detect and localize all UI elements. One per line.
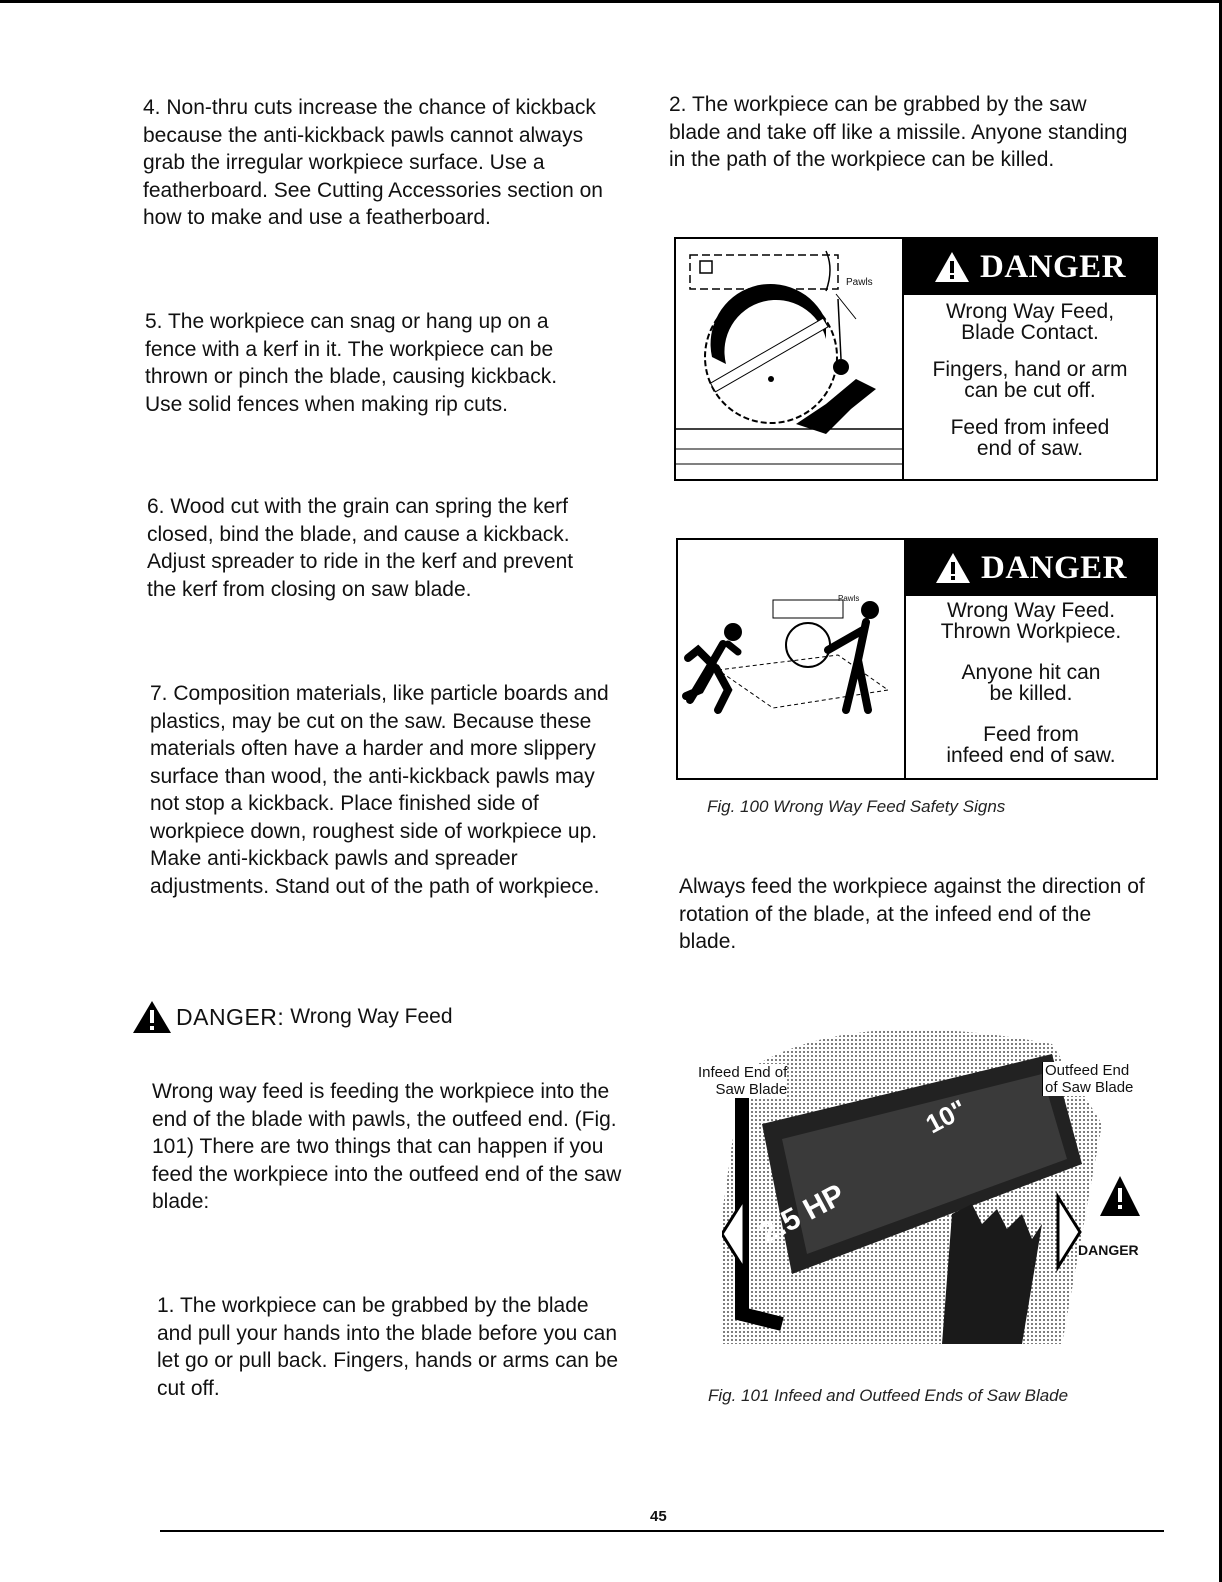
sign1-illustration — [676, 239, 902, 479]
sign2-text: Anyone hit can — [961, 661, 1101, 684]
sign2-illustration — [678, 540, 904, 778]
hp-label: 2.5 HP — [753, 1177, 851, 1251]
top-border — [0, 0, 1222, 3]
sign1-line — [904, 359, 1156, 401]
danger-sign-thrown-workpiece — [676, 538, 1158, 780]
danger-label: DANGER: — [176, 1003, 285, 1030]
warning-triangle-icon — [934, 251, 970, 283]
outfeed-end-label — [1042, 1062, 1133, 1096]
warning-triangle-icon — [132, 1000, 172, 1034]
sign2-pawls-label: Pawls — [838, 594, 860, 603]
sign1-title-bar — [904, 239, 1156, 295]
always-feed-paragraph: Always feed the workpiece against the direction of rotation of the blade, at the infeed end of the blade. — [679, 875, 1145, 953]
sign2-line — [906, 600, 1156, 642]
sign1-line — [904, 417, 1156, 459]
infeed-end-label — [698, 1064, 787, 1098]
footer-rule — [160, 1530, 1164, 1532]
paragraph-5: 5. The workpiece can snag or hang up on a fence with a kerf in it. The workpiece can be thrown or pinch the blade, causing kickback. Use solid fences when making rip cuts. — [145, 310, 558, 416]
sign1-text: Wrong Way Feed, — [945, 300, 1115, 323]
paragraph-7: 7. Composition materials, like particle boards and plastics, may be cut on the saw. Because these materials often have a harder and more slippery surface than wood, the anti-kickback pawls may not stop a kickback. Place finished side of workpiece down, roughest side of workpiece up. Make anti-kickback pawls and spreader adjustments. Stand out of the path of workpiece. — [150, 682, 609, 898]
sign1-line — [904, 301, 1156, 343]
danger-sign-blade-contact — [674, 237, 1158, 481]
item-2: 2. The workpiece can be grabbed by the saw blade and take off like a missile. Anyone standing in the path of the workpiece can be killed. — [669, 93, 1128, 171]
fig-101-caption: Fig. 101 Infeed and Outfeed Ends of Saw Blade — [708, 1386, 1069, 1405]
sign1-title: DANGER — [979, 248, 1126, 285]
danger-subject: Wrong Way Feed — [290, 1005, 453, 1028]
sign1-text-panel — [902, 239, 1156, 479]
warning-triangle-icon — [935, 552, 971, 584]
fig-101-photo — [698, 1014, 1142, 1344]
outfeed-label-line: of Saw Blade — [1045, 1079, 1134, 1096]
sign1-text: can be cut off. — [964, 379, 1096, 402]
sign2-text: Feed from — [983, 723, 1079, 746]
sign1-pawls-label: Pawls — [846, 277, 873, 288]
sign1-text: Fingers, hand or arm — [932, 358, 1128, 381]
paragraph-4: 4. Non-thru cuts increase the chance of kickback because the anti-kickback pawls cannot always grab the irregular workpiece surface. Use a featherboard. See Cutting Accessories section on how to make and use a featherboard. — [143, 96, 603, 229]
sign2-line — [906, 662, 1156, 704]
sign2-text: Thrown Workpiece. — [940, 620, 1122, 643]
infeed-label-line: Infeed End of — [698, 1064, 788, 1081]
sign2-line — [906, 724, 1156, 766]
danger-heading — [132, 1000, 453, 1034]
sign1-text: end of saw. — [976, 437, 1084, 460]
infeed-label-line: Saw Blade — [715, 1081, 788, 1098]
sign1-text: Blade Contact. — [961, 321, 1099, 344]
page-number: 45 — [650, 1508, 667, 1525]
fig-100-caption: Fig. 100 Wrong Way Feed Safety Signs — [707, 797, 1006, 816]
sign2-text: infeed end of saw. — [946, 744, 1116, 767]
sign2-title-bar — [906, 540, 1156, 596]
wrong-way-intro: Wrong way feed is feeding the workpiece into the end of the blade with pawls, the outfeed end. (Fig. 101) There are two things that can happen if you feed the workpiece into the outfeed end of the saw blade: — [152, 1080, 622, 1213]
sign2-text: Wrong Way Feed. — [946, 599, 1116, 622]
sign2-text-panel — [904, 540, 1156, 778]
item-1: 1. The workpiece can be grabbed by the blade and pull your hands into the blade before you can let go or pull back. Fingers, hands or arms can be cut off. — [157, 1294, 619, 1400]
paragraph-6: 6. Wood cut with the grain can spring the kerf closed, bind the blade, and cause a kickback. Adjust spreader to ride in the kerf and prevent the kerf from closing on saw blade. — [147, 495, 574, 601]
blade-size-label: 10" — [920, 1093, 972, 1140]
danger-photo-label: DANGER — [1078, 1242, 1139, 1258]
sign1-text: Feed from infeed — [950, 416, 1110, 439]
outfeed-label-line: Outfeed End — [1045, 1062, 1130, 1079]
sign2-title: DANGER — [980, 549, 1127, 586]
sign2-text: be killed. — [989, 682, 1073, 705]
